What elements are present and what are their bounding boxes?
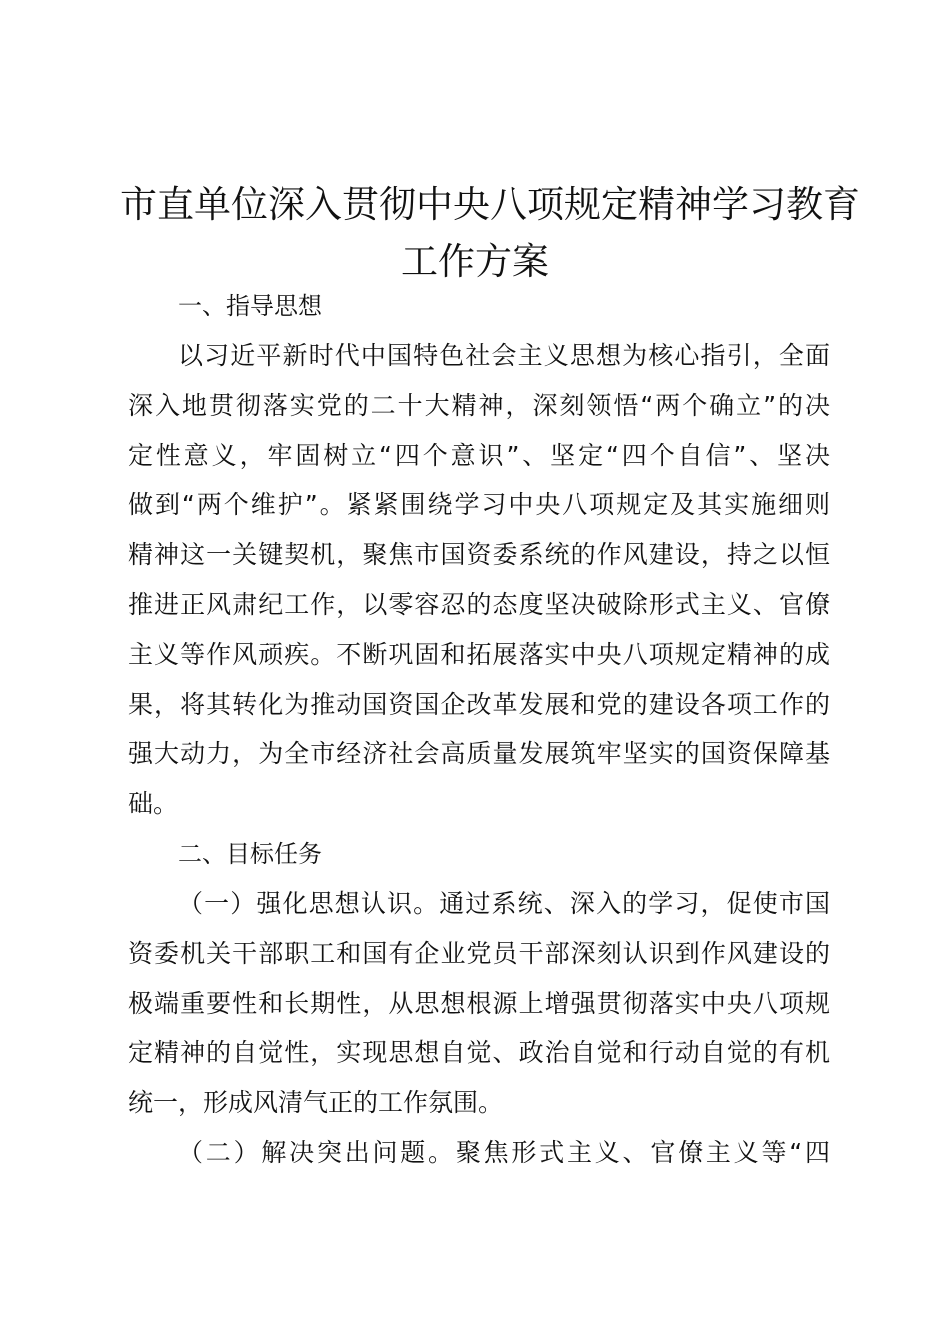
title-line: 市直单位深入贯彻中央八项规定精神学习教育 — [120, 183, 860, 226]
paragraph-line: （二）解决突出问题。聚焦形式主义、官僚主义等“四 — [178, 1137, 830, 1167]
document-body — [128, 281, 830, 1178]
paragraph-line: 极端重要性和长期性，从思想根源上增强贯彻落实中央八项规 — [128, 988, 830, 1018]
paragraph-line: 定性意义，牢固树立“四个意识”、坚定“四个自信”、坚决 — [128, 440, 830, 470]
paragraph-line: 精神这一关键契机，聚焦市国资委系统的作风建设，持之以恒 — [128, 540, 830, 570]
section-heading-guiding-ideology: 一、指导思想 — [178, 292, 322, 320]
paragraph-line: 础。 — [128, 789, 179, 819]
paragraph-line: 强大动力，为全市经济社会高质量发展筑牢坚实的国资保障基 — [128, 739, 830, 769]
document-title — [120, 176, 860, 290]
paragraph-line: 做到“两个维护”。紧紧围绕学习中央八项规定及其实施细则 — [128, 490, 830, 520]
paragraph-line: 以习近平新时代中国特色社会主义思想为核心指引，全面 — [178, 341, 830, 370]
paragraph-line: 深入地贯彻落实党的二十大精神，深刻领悟“两个确立”的决 — [128, 390, 830, 420]
paragraph-line: 统一，形成风清气正的工作氛围。 — [128, 1088, 504, 1118]
section-heading-goals-tasks: 二、目标任务 — [178, 839, 322, 868]
paragraph-strengthen-awareness — [128, 879, 830, 1128]
paragraph-guiding-ideology — [128, 331, 830, 829]
paragraph-line: 主义等作风顽疾。不断巩固和拓展落实中央八项规定精神的成 — [128, 639, 830, 669]
paragraph-line: 定精神的自觉性，实现思想自觉、政治自觉和行动自觉的有机 — [128, 1038, 830, 1068]
paragraph-solve-problems — [128, 1128, 830, 1178]
paragraph-line: 资委机关干部职工和国有企业党员干部深刻认识到作风建设的 — [128, 938, 830, 968]
paragraph-line: 果，将其转化为推动国资国企改革发展和党的建设各项工作的 — [128, 689, 830, 719]
paragraph-line: 推进正风肃纪工作，以零容忍的态度坚决破除形式主义、官僚 — [128, 589, 830, 619]
title-line: 工作方案 — [401, 240, 549, 283]
paragraph-line: （一）强化思想认识。通过系统、深入的学习，促使市国 — [178, 888, 830, 918]
